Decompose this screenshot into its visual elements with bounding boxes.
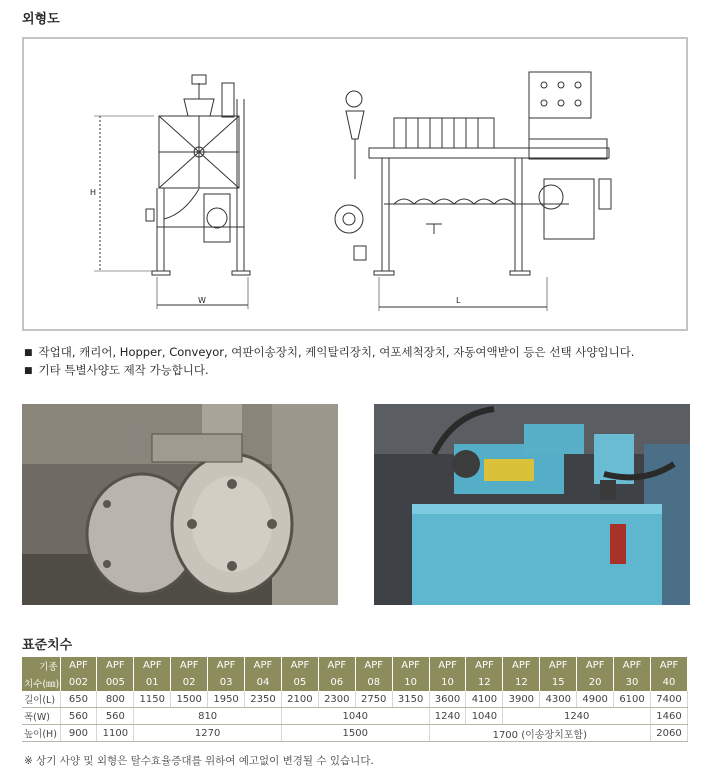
model-code-cell: 06 bbox=[318, 674, 355, 691]
length-cell: 3150 bbox=[392, 691, 429, 708]
h-dimension-label: H bbox=[90, 188, 97, 197]
model-code-cell: 04 bbox=[245, 674, 282, 691]
model-code-cell: 20 bbox=[577, 674, 614, 691]
note-line bbox=[24, 344, 634, 362]
filter-plates bbox=[394, 118, 494, 148]
standard-dimensions-table bbox=[22, 657, 688, 742]
model-prefix-cell: APF bbox=[355, 657, 392, 674]
model-prefix-cell: APF bbox=[429, 657, 466, 674]
length-cell: 1950 bbox=[208, 691, 245, 708]
model-prefix-cell: APF bbox=[60, 657, 97, 674]
outline-title: 외형도 bbox=[22, 12, 60, 27]
length-cell: 4100 bbox=[466, 691, 503, 708]
width-cell: 560 bbox=[97, 708, 134, 725]
height-cell: 1100 bbox=[97, 725, 134, 742]
model-code-cell: 12 bbox=[503, 674, 540, 691]
length-cell: 2100 bbox=[281, 691, 318, 708]
model-code-cell: 02 bbox=[171, 674, 208, 691]
outline-drawing bbox=[22, 37, 688, 331]
model-prefix-cell: APF bbox=[392, 657, 429, 674]
length-cell: 4900 bbox=[577, 691, 614, 708]
header-dimension-label: 치수(㎜) bbox=[22, 674, 60, 691]
model-code-cell: 005 bbox=[97, 674, 134, 691]
height-cell: 900 bbox=[60, 725, 97, 742]
height-cell: 2060 bbox=[651, 725, 688, 742]
table-row bbox=[22, 725, 688, 742]
footnote: ※ 상기 사양 및 외형은 탈수효율증대를 위하여 예고없이 변경될 수 있습니다. bbox=[24, 755, 374, 767]
length-cell: 1500 bbox=[171, 691, 208, 708]
pump-motor bbox=[204, 194, 230, 242]
w-dimension-label: W bbox=[198, 296, 206, 305]
bullet-icon: ■ bbox=[24, 348, 33, 358]
model-code-cell: 08 bbox=[355, 674, 392, 691]
model-prefix-cell: APF bbox=[97, 657, 134, 674]
note-text: 작업대, 캐리어, Hopper, Conveyor, 여판이송장치, 케익탈리장치, 여포세척장치, 자동여액받이 등은 선택 사양입니다. bbox=[38, 345, 635, 359]
model-code-cell: 12 bbox=[466, 674, 503, 691]
height-cell: 1270 bbox=[134, 725, 282, 742]
width-cell: 1240 bbox=[429, 708, 466, 725]
width-cell: 1040 bbox=[281, 708, 429, 725]
length-cell: 4300 bbox=[540, 691, 577, 708]
model-prefix-cell: APF bbox=[171, 657, 208, 674]
model-prefix-cell: APF bbox=[651, 657, 688, 674]
header-model-label: 기종 bbox=[22, 657, 60, 674]
diaphragm-pump-photo bbox=[22, 404, 338, 605]
feed-pump bbox=[335, 205, 363, 233]
model-prefix-cell: APF bbox=[245, 657, 282, 674]
width-cell: 1460 bbox=[651, 708, 688, 725]
width-cell: 560 bbox=[60, 708, 97, 725]
l-dimension-label: L bbox=[456, 296, 461, 305]
model-code-cell: 40 bbox=[651, 674, 688, 691]
height-cell: 1700 (이송장치포함) bbox=[429, 725, 650, 742]
filter-press-drawing bbox=[24, 39, 690, 333]
length-cell: 3600 bbox=[429, 691, 466, 708]
width-cell: 1240 bbox=[503, 708, 651, 725]
model-code-cell: 10 bbox=[429, 674, 466, 691]
note-text: 기타 특별사양도 제작 가능합니다. bbox=[38, 363, 209, 377]
table-header-row bbox=[22, 674, 688, 691]
length-cell: 2300 bbox=[318, 691, 355, 708]
row-label: 높이(H) bbox=[22, 725, 60, 742]
length-cell: 7400 bbox=[651, 691, 688, 708]
option-notes bbox=[24, 344, 634, 380]
row-label: 길이(L) bbox=[22, 691, 60, 708]
model-prefix-cell: APF bbox=[540, 657, 577, 674]
model-code-cell: 10 bbox=[392, 674, 429, 691]
length-cell: 3900 bbox=[503, 691, 540, 708]
length-cell: 2750 bbox=[355, 691, 392, 708]
model-prefix-cell: APF bbox=[281, 657, 318, 674]
row-label: 폭(W) bbox=[22, 708, 60, 725]
model-prefix-cell: APF bbox=[134, 657, 171, 674]
hydraulic-unit-photo bbox=[374, 404, 690, 605]
length-cell: 6100 bbox=[614, 691, 651, 708]
bullet-icon: ■ bbox=[24, 366, 33, 376]
length-cell: 2350 bbox=[245, 691, 282, 708]
model-code-cell: 002 bbox=[60, 674, 97, 691]
length-cell: 650 bbox=[60, 691, 97, 708]
model-prefix-cell: APF bbox=[208, 657, 245, 674]
model-prefix-cell: APF bbox=[614, 657, 651, 674]
model-prefix-cell: APF bbox=[577, 657, 614, 674]
table-row bbox=[22, 691, 688, 708]
model-code-cell: 30 bbox=[614, 674, 651, 691]
spec-title: 표준치수 bbox=[22, 638, 73, 653]
length-cell: 800 bbox=[97, 691, 134, 708]
width-cell: 1040 bbox=[466, 708, 503, 725]
model-prefix-cell: APF bbox=[466, 657, 503, 674]
model-code-cell: 01 bbox=[134, 674, 171, 691]
table-row bbox=[22, 708, 688, 725]
length-cell: 1150 bbox=[134, 691, 171, 708]
note-line bbox=[24, 362, 634, 380]
model-code-cell: 15 bbox=[540, 674, 577, 691]
height-cell: 1500 bbox=[281, 725, 429, 742]
model-code-cell: 05 bbox=[281, 674, 318, 691]
control-panel bbox=[529, 72, 591, 118]
model-prefix-cell: APF bbox=[503, 657, 540, 674]
model-code-cell: 03 bbox=[208, 674, 245, 691]
model-prefix-cell: APF bbox=[318, 657, 355, 674]
table-header-row bbox=[22, 657, 688, 674]
width-cell: 810 bbox=[134, 708, 282, 725]
